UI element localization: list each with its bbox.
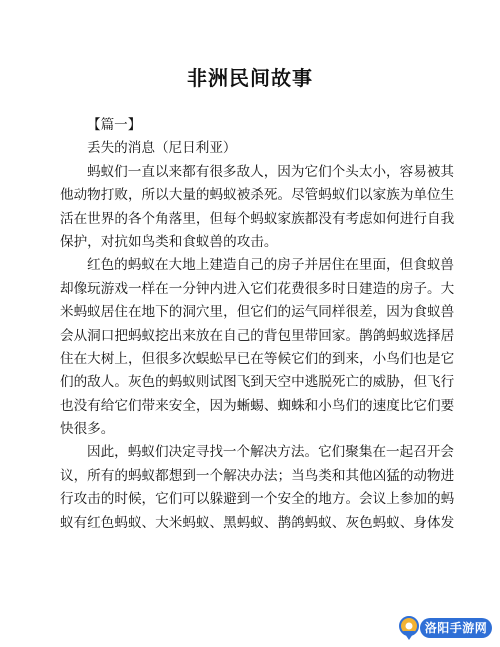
paragraph-line: 蚁有红色蚂蚁、大米蚂蚁、黑蚂蚁、鹊鸽蚂蚁、灰色蚂蚁、身体发 xyxy=(60,514,455,531)
paragraph-3 xyxy=(60,441,455,535)
paragraph-line: 蚂蚁们一直以来都有很多敌人，因为它们个头太小，容易被其 xyxy=(87,163,455,180)
paragraph-line: 红色的蚂蚁在大地上建造自己的房子并居住在里面，但食蚁兽 xyxy=(87,257,455,274)
paragraph-line: 米蚂蚁居住在地下的洞穴里，但它们的运气同样很差，因为食蚁兽 xyxy=(60,304,455,321)
page-title: 非洲民间故事 xyxy=(187,66,313,90)
paragraph-line: 议，所有的蚂蚁都想到一个解决办法；当鸟类和其他凶猛的动物进 xyxy=(60,467,455,484)
paragraph-line: 会从洞口把蚂蚁挖出来放在自己的背包里带回家。鹊鸽蚂蚁选择居 xyxy=(60,327,455,344)
paragraph-line: 行攻击的时候，它们可以躲避到一个安全的地方。会议上参加的蚂 xyxy=(60,491,455,508)
watermark-text: 洛阳手游网 xyxy=(420,618,492,638)
paragraph-1 xyxy=(60,161,455,255)
paragraph-line: 却像玩游戏一样在一分钟内进入它们花费很多时日建造的房子。大 xyxy=(60,280,455,297)
paragraph-line: 们的敌人。灰色的蚂蚁则试图飞到天空中逃脱死亡的威胁，但飞行 xyxy=(60,374,455,391)
paragraph-line: 活在世界的各个角落里，但每个蚂蚁家族都没有考虑如何进行自我 xyxy=(60,210,455,227)
paragraph-line: 因此，蚂蚁们决定寻找一个解决方法。它们聚集在一起召开会 xyxy=(87,444,455,461)
paragraph-line: 快很多。 xyxy=(60,421,115,438)
story-title: 丢失的消息（尼日利亚） xyxy=(87,140,237,157)
section-label: 【篇一】 xyxy=(87,117,142,133)
paragraph-line: 他动物打败，所以大量的蚂蚁被杀死。尽管蚂蚁们以家族为单位生 xyxy=(60,187,455,204)
paragraph-line: 住在大树上，但很多次蜈蚣早已在等候它们的到来，小鸟们也是它 xyxy=(60,350,455,367)
paragraph-line: 保护，对抗如鸟类和食蚁兽的攻击。 xyxy=(60,233,278,250)
paragraph-2 xyxy=(60,254,455,441)
paragraph-line: 也没有给它们带来安全，因为蜥蜴、蜘蛛和小鸟们的速度比它们要 xyxy=(60,397,455,414)
site-watermark xyxy=(396,615,492,641)
document-body xyxy=(60,114,455,535)
map-pin-icon xyxy=(396,615,422,641)
